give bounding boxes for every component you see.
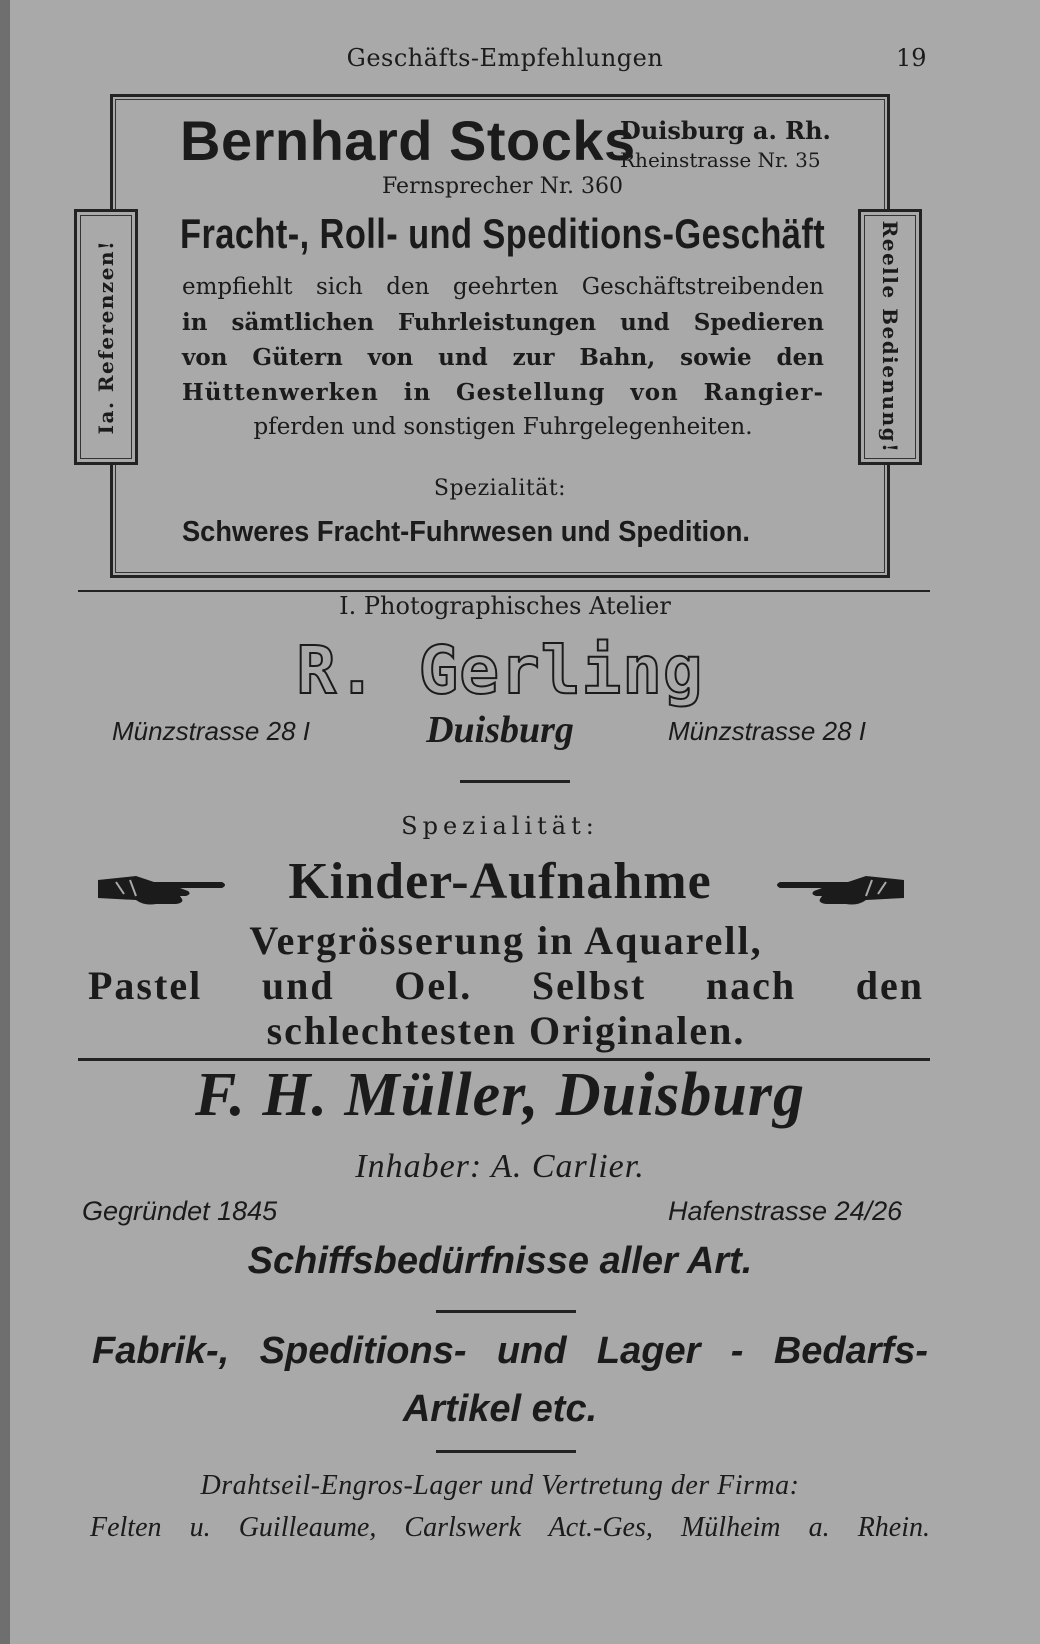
- articles-line: Artikel etc.: [402, 1388, 598, 1430]
- short-divider: [460, 780, 570, 783]
- service-line: schlechtesten Originalen.: [266, 1008, 746, 1053]
- specialty-label: Spezialität:: [401, 812, 599, 840]
- running-header: Geschäfts-Empfehlungen: [346, 44, 664, 72]
- company-phone: Fernsprecher Nr. 360: [382, 174, 624, 199]
- founded-line: Gegründet 1845: [82, 1196, 278, 1226]
- short-divider: [436, 1310, 576, 1313]
- business-description: [182, 270, 824, 445]
- specialty-label: Spezialität:: [433, 476, 567, 501]
- specialty-text: Kinder-Aufnahme: [288, 853, 712, 910]
- service-lines: [88, 918, 924, 1053]
- description-line: empfiehlt sich den geehrten Geschäftstreibenden: [182, 274, 824, 300]
- company-street: Rheinstrasse Nr. 35: [620, 148, 821, 172]
- products-line: Schiffsbedürfnisse aller Art.: [247, 1240, 753, 1282]
- description-line: pferden und sonstigen Fuhrgelegenheiten.: [253, 414, 753, 440]
- address-right: Münzstrasse 28 I: [668, 716, 866, 746]
- service-line: Pastel und Oel. Selbst nach den: [88, 963, 924, 1008]
- service-side-box: [858, 209, 922, 465]
- photographer-name: R. Gerling: [296, 632, 704, 709]
- atelier-title: I. Photographisches Atelier: [339, 592, 671, 620]
- depot-line: Drahtseil-Engros-Lager und Vertretung der Firma:: [200, 1470, 800, 1501]
- company-name: F. H. Müller, Duisburg: [194, 1061, 806, 1129]
- description-line: Hüttenwerken in Gestellung von Rangier-: [182, 379, 824, 406]
- owner-line: Inhaber: A. Carlier.: [355, 1148, 645, 1185]
- business-headline: Fracht-, Roll- und Speditions-Geschäft: [180, 210, 826, 257]
- description-line: in sämtlichen Fuhrleistungen und Spedieren: [182, 309, 824, 336]
- service-line: Vergrösserung in Aquarell,: [249, 918, 763, 963]
- city-name: Duisburg: [426, 709, 574, 751]
- page-number: 19: [896, 44, 927, 72]
- company-city: Duisburg a. Rh.: [620, 116, 831, 145]
- depot-line: Felten u. Guilleaume, Carlswerk Act.-Ges, Mülheim a. Rhein.: [90, 1512, 930, 1543]
- short-divider: [436, 1450, 576, 1453]
- service-label: Reelle Bedienung!: [878, 220, 902, 454]
- pointing-hand-left-icon: [774, 868, 906, 908]
- references-side-box: [74, 209, 138, 465]
- company-name: Bernhard Stocks: [180, 109, 636, 172]
- description-line: von Gütern von und zur Bahn, sowie den: [182, 344, 824, 371]
- address-left: Münzstrasse 28 I: [112, 716, 310, 746]
- specialty-text: Schweres Fracht-Fuhrwesen und Spedition.: [182, 516, 751, 548]
- articles-line: Fabrik-, Speditions- und Lager - Bedarfs-: [92, 1330, 928, 1372]
- references-label: Ia. Referenzen!: [94, 239, 118, 435]
- address-line: Hafenstrasse 24/26: [668, 1196, 903, 1226]
